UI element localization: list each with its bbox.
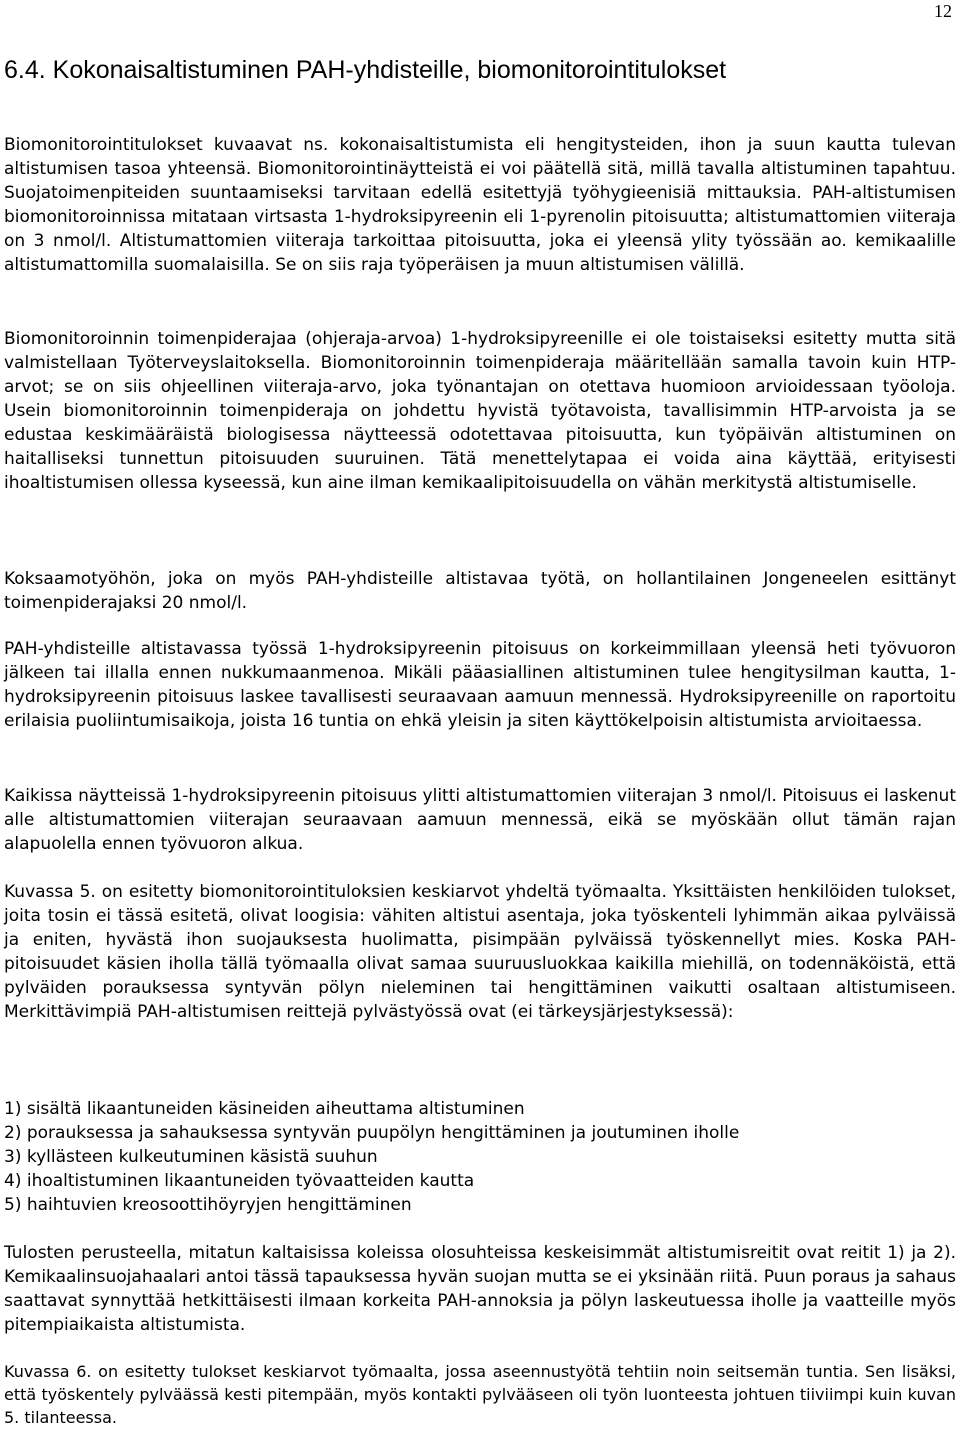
list-item: 5) haihtuvien kreosoottihöyryjen hengittäminen — [4, 1195, 412, 1215]
paragraph-all-samples: Kaikissa näytteissä 1-hydroksipyreenin pitoisuus ylitti altistumattomien viiterajan 3 nmol/l. Pitoisuus ei laskenut alle altistumattomien viiterajan seuraavaan aamuun mennessä, eikä se myöskään ollut tämän rajan alapuolella ennen työvuoron alkua. — [4, 786, 956, 854]
paragraph-figure-5: Kuvassa 5. on esitetty biomonitorointituloksien keskiarvot yhdeltä työmaalta. Yksittäisten henkilöiden tulokset, joita tosin ei tässä esitetä, olivat loogisia: vähiten altistui asentaja, joka työskenteli lyhimmän aikaa pylväissä ja eniten, hyvästä ihon suojauksesta huolimatta, pisimpään pylväissä työskennellyt mies. Koska PAH-pitoisuudet käsien iholla tällä työmaalla olivat samaa suuruusluokkaa kaikilla miehillä, on todennäköistä, että pylväiden porauksessa syntyvän pölyn nieleminen tai hengittäminen vaikutti osaltaan altistumiseen. Merkittävimpiä PAH-altistumisen reittejä pylvästyössä ovat (ei tärkeysjärjestyksessä): — [4, 882, 956, 1022]
paragraph-figure-6: Kuvassa 6. on esitetty tulokset keskiarvot työmaalta, jossa aseennustyötä tehtiin noin seitsemän tuntia. Sen lisäksi, että työskentely pylväässä kesti pitempään, myös kontakti pylvääseen oli työn luonteesta johtuen tiiviimpi kuin kuvan 5. tilanteessa. — [4, 1362, 956, 1427]
paragraph-concentration-timing: PAH-yhdisteille altistavassa työssä 1-hydroksipyreenin pitoisuus on korkeimmillaan yleensä heti työvuoron jälkeen tai illalla ennen nukkumaanmenoa. Mikäli pääasiallinen altistuminen tulee hengitysilman kautta, 1-hydroksipyreenin pitoisuus laskee tavallisesti seuraavaan aamuun mennessä. Hydroksipyreenille on raportoitu erilaisia puoliintumisaikoja, joista 16 tuntia on ehkä yleisin ja siten käyttökelpoisin altistumista arvioitaessa. — [4, 639, 956, 731]
paragraph-biomonitoring-intro: Biomonitorointitulokset kuvaavat ns. kokonaisaltistumista eli hengitysteiden, ihon ja suun kautta tulevan altistumisen tasoa yhteensä. Biomonitorointinäytteistä ei voi päätellä sitä, millä tavalla altistuminen tapahtuu. Suojatoimenpiteiden suuntaamiseksi tarvitaan edellä esitettyjä työhygieenisiä mittauksia. PAH-altistumisen biomonitoroinnissa mitataan virtsasta 1-hydroksipyreenin eli 1-pyrenolin pitoisuutta; altistumattomien viiteraja on 3 nmol/l. Altistumattomien viiteraja tarkoittaa pitoisuutta, joka ei yleensä ylity työssään ao. kemikaalille altistumattomilla suomalaisilla. Se on siis raja työperäisen ja muun altistumisen välillä. — [4, 135, 956, 275]
exposure-routes-list — [4, 1097, 956, 1217]
page-number: 12 — [934, 1, 952, 21]
paragraph-action-limit: Biomonitoroinnin toimenpiderajaa (ohjeraja-arvoa) 1-hydroksipyreenille ei ole toistaiseksi esitetty mutta sitä valmistellaan Työterveyslaitoksella. Biomonitoroinnin toimenpideraja määritellään samalla tavoin kuin HTP-arvot; se on siis ohjeellinen viiteraja-arvo, joka työnantajan on otettava huomioon arvioidessaan työoloja. Usein biomonitoroinnin toimenpideraja on johdettu hyvistä työtavoista, tavallisimmin HTP-arvoista ja se edustaa keskimääräistä biologisessa näytteessä odotettavaa pitoisuutta, kun työpäivän altistuminen on haitalliseksi tunnettun pitoisuuden suuruinen. Tätä menettelytapaa ei voida aina käyttää, erityisesti ihoaltistumisen ollessa kyseessä, kun aine ilman kemikaalipitoisuudella on vähän merkitystä altistumiselle. — [4, 329, 956, 493]
list-item: 1) sisältä likaantuneiden käsineiden aiheuttama altistuminen — [4, 1099, 525, 1119]
list-item: 4) ihoaltistuminen likaantuneiden työvaatteiden kautta — [4, 1171, 475, 1191]
list-item: 2) porauksessa ja sahauksessa syntyvän puupölyn hengittäminen ja joutuminen iholle — [4, 1123, 740, 1143]
paragraph-coking-work: Koksaamotyöhön, joka on myös PAH-yhdisteille altistavaa työtä, on hollantilainen Jongeneelen esittänyt toimenpiderajaksi 20 nmol/l. — [4, 569, 956, 613]
list-item: 3) kyllästeen kulkeutuminen käsistä suuhun — [4, 1147, 378, 1167]
section-title: 6.4. Kokonaisaltistuminen PAH-yhdisteille, biomonitorointitulokset — [4, 56, 727, 84]
paragraph-conclusion: Tulosten perusteella, mitatun kaltaisissa koleissa olosuhteissa keskeisimmät altistumisreitit ovat reitit 1) ja 2). Kemikaalinsuojahaalari antoi tässä tapauksessa hyvän suojan mutta se ei yksinään riitä. Puun poraus ja sahaus saattavat synnyttää hetkittäisesti ilmaan korkeita PAH-annoksia ja pölyn laskeutuessa iholle ja vaatteille myös pitempiaikaista altistumista. — [4, 1243, 956, 1335]
